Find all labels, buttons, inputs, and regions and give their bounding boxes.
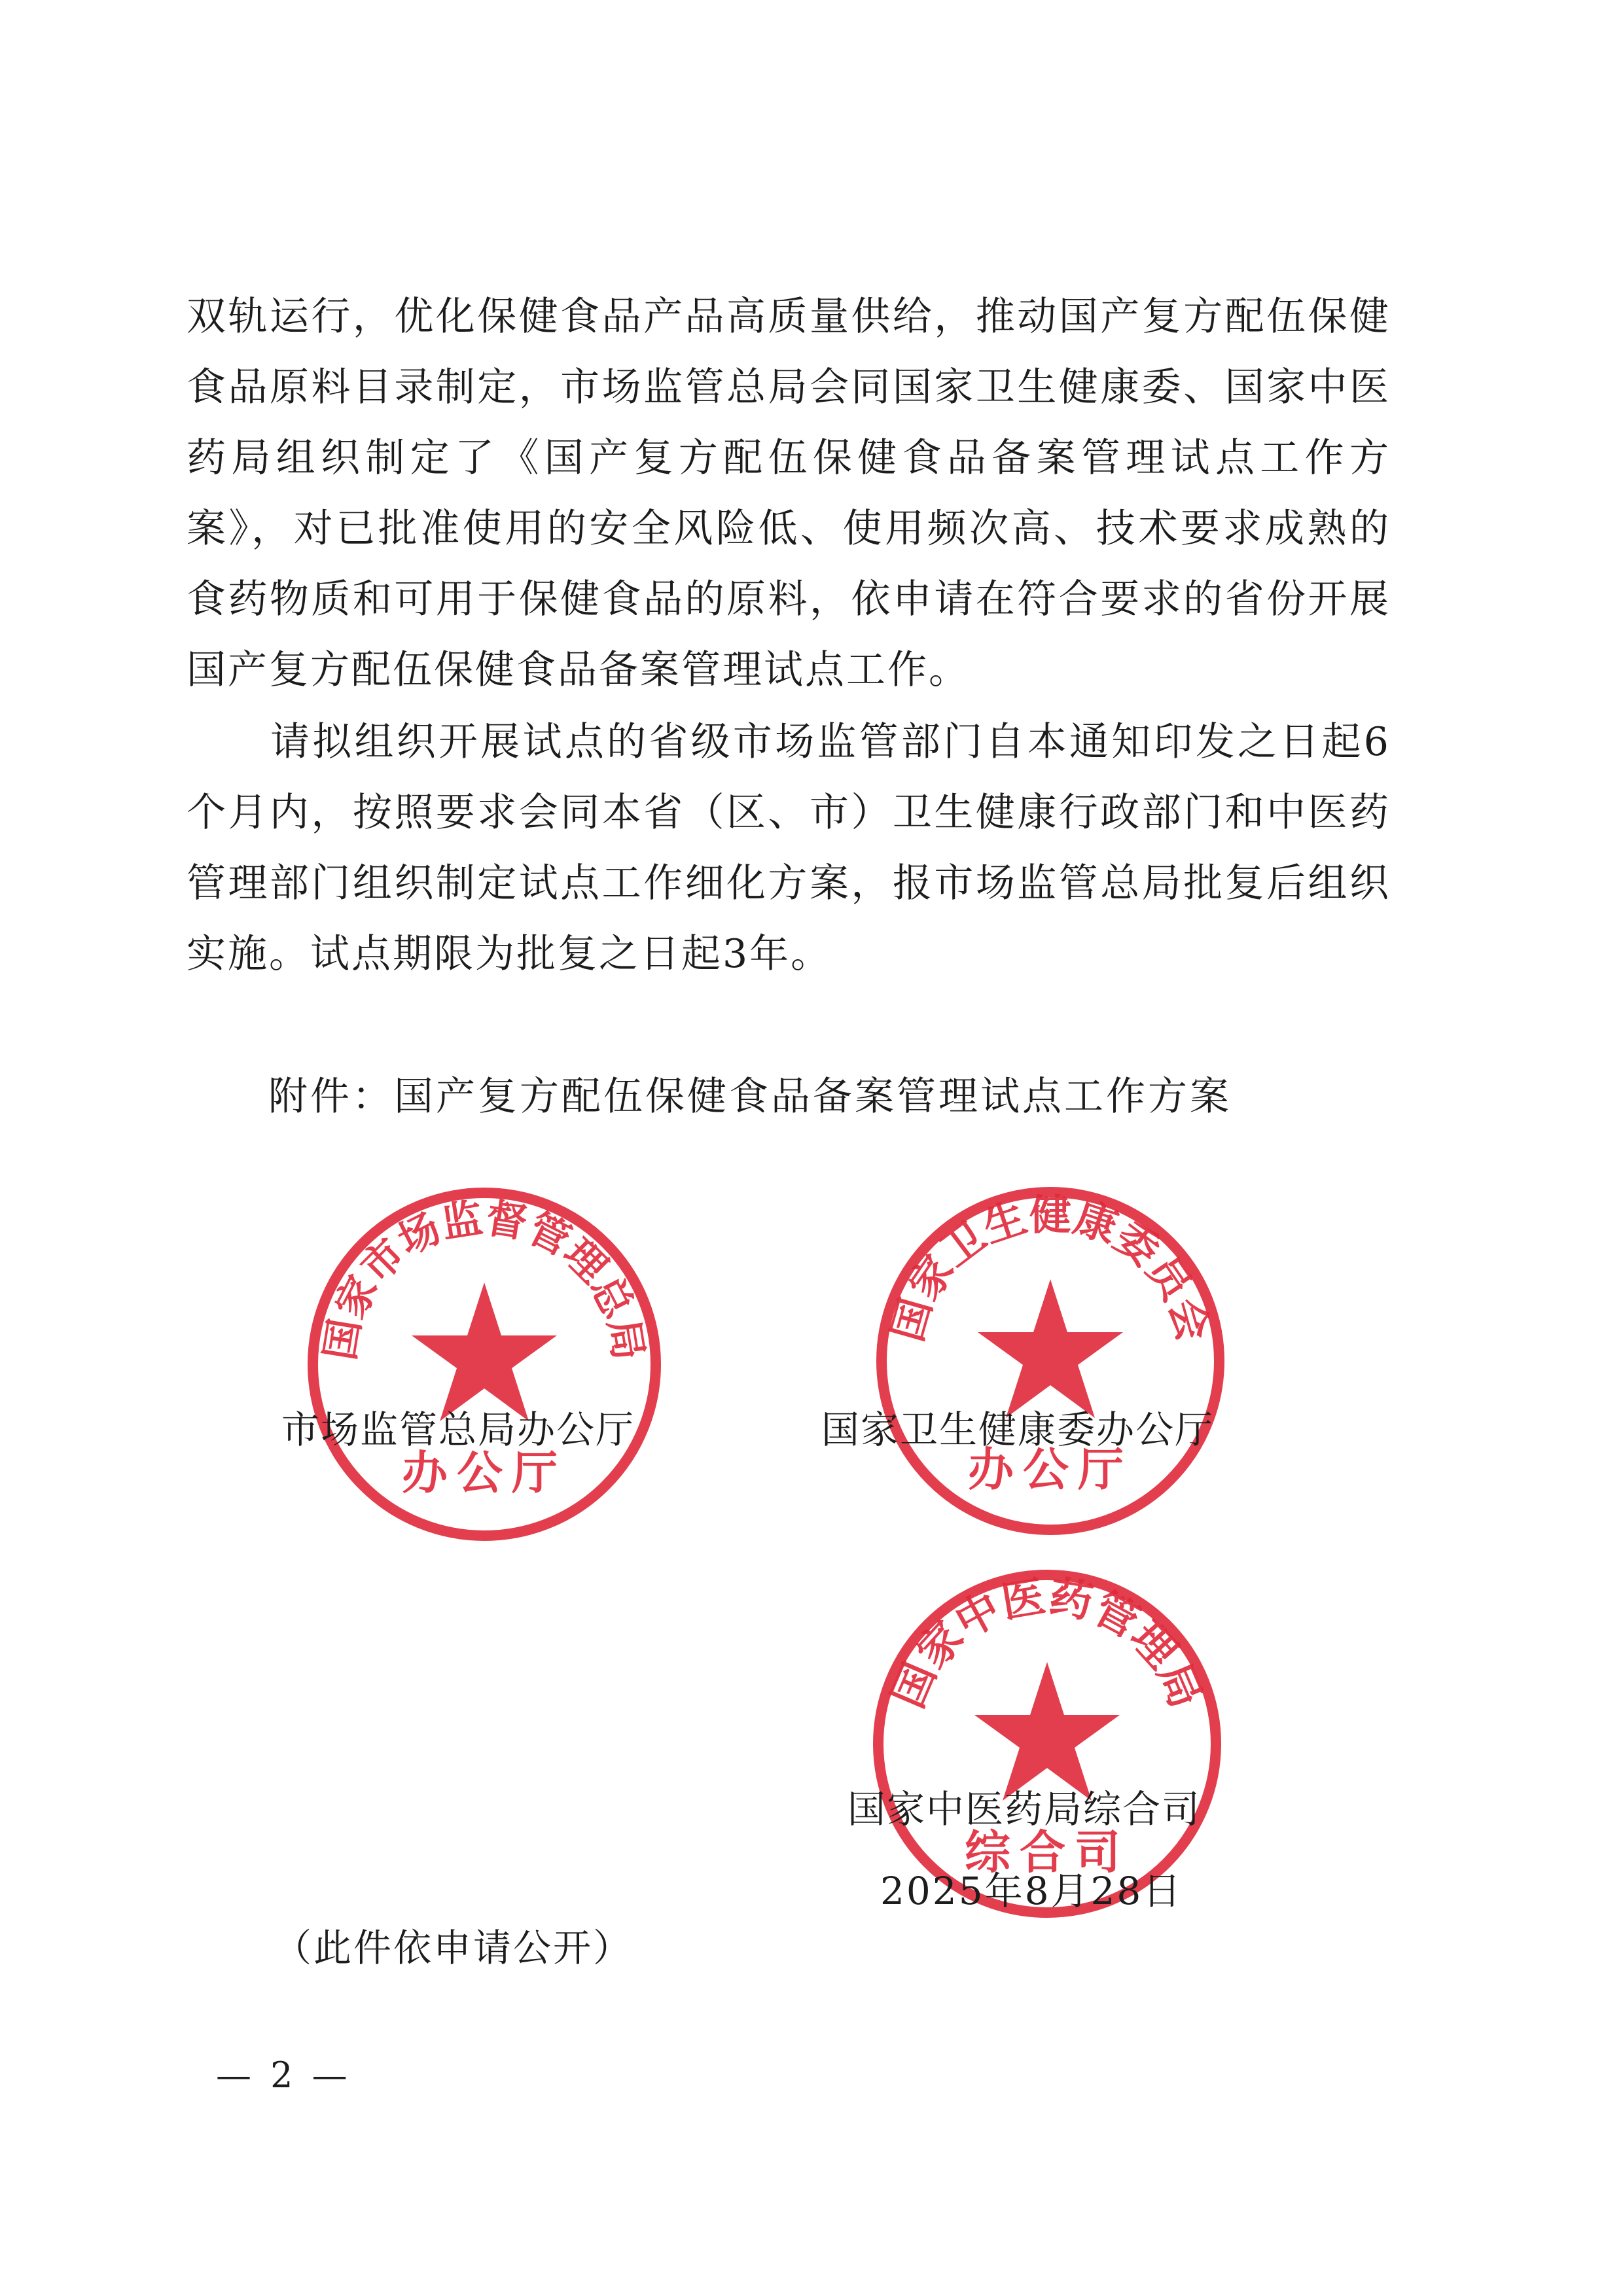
body-paragraph-2: 请拟组织开展试点的省级市场监管部门自本通知印发之日起6个月内，按照要求会同本省（区、市）卫生健康行政部门和中医药管理部门组织制定试点工作细化方案，报市场监管总局批复后组织实施。试点期限为批复之日起3年。 (187, 719, 1391, 977)
nhc-signature: 国家卫生健康委办公厅 (821, 1407, 1215, 1452)
natcm-signature: 国家中医药局综合司 (847, 1787, 1202, 1831)
issue-date: 2025年8月28日 (880, 1869, 1183, 1913)
nhc-official-seal (867, 1178, 1234, 1544)
body-paragraph-1: 双轨运行，优化保健食品产品高质量供给，推动国产复方配伍保健食品原料目录制定，市场监管总局会同国家卫生健康委、国家中医药局组织制定了《国产复方配伍保健食品备案管理试点工作方案》，对已批准使用的安全风险低、使用频次高、技术要求成熟的食药物质和可用于保健食品的原料，依申请在符合要求的省份开展国产复方配伍保健食品备案管理试点工作。 (187, 294, 1391, 693)
svg-text:国家卫生健康委员会: 国家卫生健康委员会 (883, 1192, 1218, 1347)
svg-text:综合司: 综合司 (965, 1826, 1130, 1879)
svg-text:办公厅: 办公厅 (402, 1446, 567, 1500)
svg-text:国家中医药管理局: 国家中医药管理局 (882, 1571, 1212, 1715)
attachment-line: 附件：国产复方配伍保健食品备案管理试点工作方案 (268, 1074, 1232, 1120)
disclosure-note: （此件依申请公开） (274, 1926, 633, 1970)
svg-text:国家市场监督管理总局: 国家市场监督管理总局 (315, 1193, 653, 1364)
samr-signature: 市场监管总局办公厅 (281, 1407, 635, 1452)
svg-text:办公厅: 办公厅 (968, 1443, 1133, 1496)
samr-official-seal (301, 1181, 668, 1547)
page-number: — 2 — (216, 2055, 351, 2096)
